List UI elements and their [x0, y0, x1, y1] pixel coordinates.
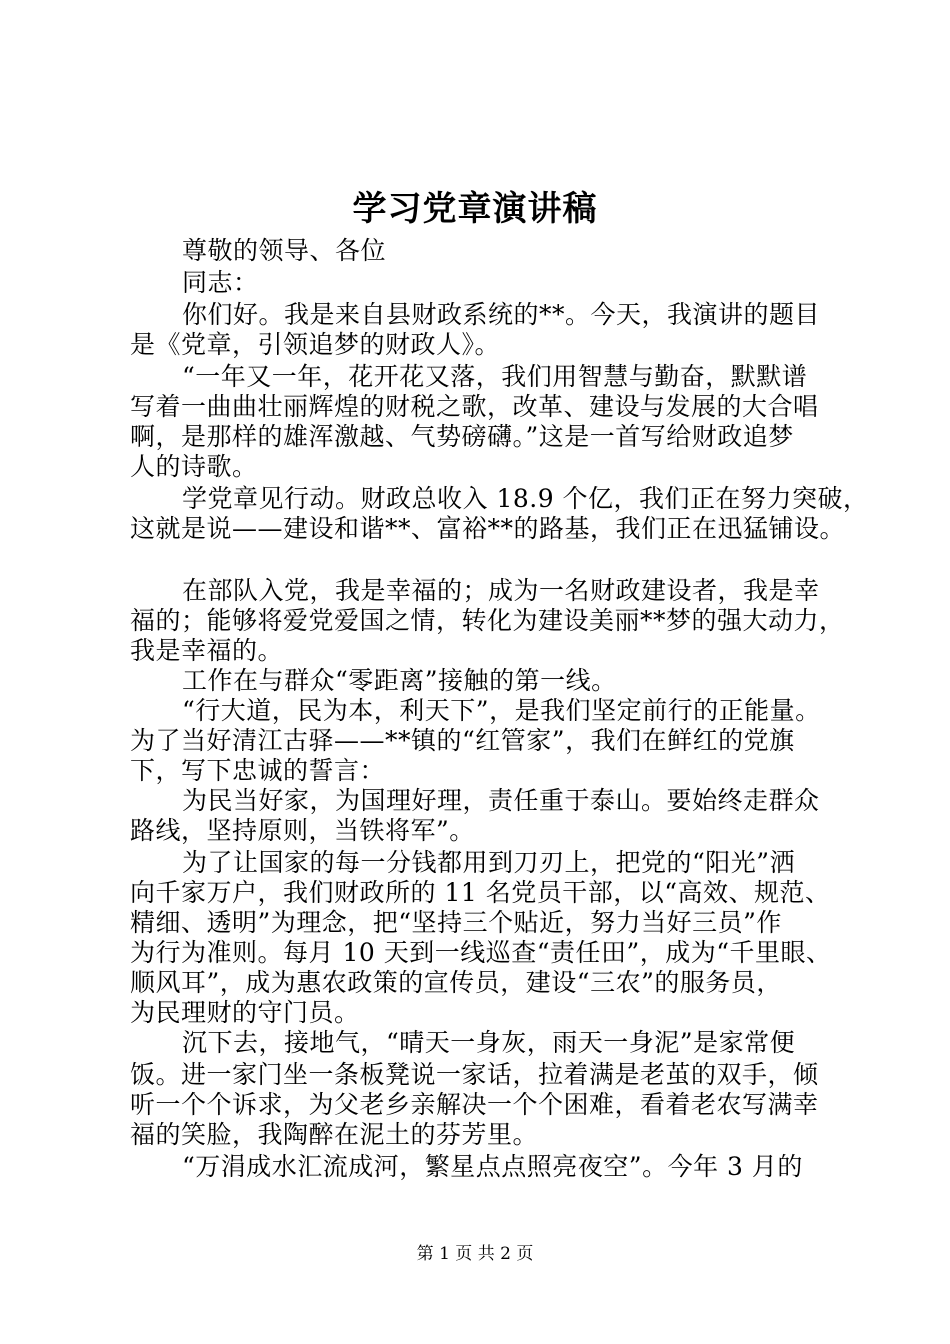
text-line: 精细、透明”为理念，把“坚持三个贴近，努力当好三员”作	[130, 908, 782, 937]
text-line: 你们好。我是来自县财政系统的**。今天，我演讲的题目	[182, 300, 821, 329]
text-line: 写着一曲曲壮丽辉煌的财税之歌，改革、建设与发展的大合唱	[130, 392, 819, 421]
text-line: 为民理财的守门员。	[130, 998, 360, 1027]
text-line: 路线，坚持原则，当铁将军”。	[130, 816, 475, 845]
text-line: 学党章见行动。财政总收入 18.9 个亿，我们正在努力突破，	[182, 484, 869, 513]
text-line: 同志：	[182, 268, 259, 297]
text-line: “万涓成水汇流成河，繁星点点照亮夜空”。今年 3 月的	[182, 1152, 803, 1181]
text-line: 沉下去，接地气，“晴天一身灰，雨天一身泥”是家常便	[182, 1028, 796, 1057]
text-line: 在部队入党，我是幸福的；成为一名财政建设者，我是幸	[182, 576, 820, 605]
text-line: “一年又一年，花开花又落，我们用智慧与勤奋，默默谱	[182, 362, 808, 391]
text-line: 下，写下忠诚的誓言：	[130, 756, 386, 785]
text-line: 向千家万户，我们财政所的 11 名党员干部，以“高效、规范、	[130, 878, 831, 907]
text-line: 为了让国家的每一分钱都用到刀刃上，把党的“阳光”洒	[182, 848, 796, 877]
text-line: 我是幸福的。	[130, 636, 284, 665]
text-line: “行大道，民为本，利天下”，是我们坚定前行的正能量。	[182, 696, 821, 725]
text-line: 这就是说——建设和谐**、富裕**的路基，我们正在迅猛铺设。	[130, 514, 846, 543]
text-line: 福的；能够将爱党爱国之情，转化为建设美丽**梦的强大动力，	[130, 606, 845, 635]
text-line: 为行为准则。每月 10 天到一线巡查“责任田”，成为“千里眼、	[130, 938, 832, 967]
text-line: 为了当好清江古驿——**镇的“红管家”，我们在鲜红的党旗	[130, 726, 795, 755]
text-line: 为民当好家，为国理好理，责任重于泰山。要始终走群众	[182, 786, 820, 815]
text-line: 顺风耳”，成为惠农政策的宣传员，建设“三农”的服务员，	[130, 968, 782, 997]
text-line: 尊敬的领导、各位	[182, 236, 387, 265]
document-title: 学习党章演讲稿	[352, 189, 598, 229]
text-line: 工作在与群众“零距离”接触的第一线。	[182, 666, 617, 695]
text-line: 福的笑脸，我陶醉在泥土的芬芳里。	[130, 1120, 539, 1149]
text-line: 是《党章，引领追梦的财政人》。	[130, 330, 501, 359]
text-line: 饭。进一家门坐一条板凳说一家话，拉着满是老茧的双手，倾	[130, 1060, 819, 1089]
text-line: 啊，是那样的雄浑激越、气势磅礴。”这是一首写给财政追梦	[130, 422, 794, 451]
text-line: 人的诗歌。	[130, 452, 258, 481]
page-number: 第 1 页 共 2 页	[416, 1244, 534, 1264]
text-line: 听一个个诉求，为父老乡亲解决一个个困难，看着老农写满幸	[130, 1090, 819, 1119]
